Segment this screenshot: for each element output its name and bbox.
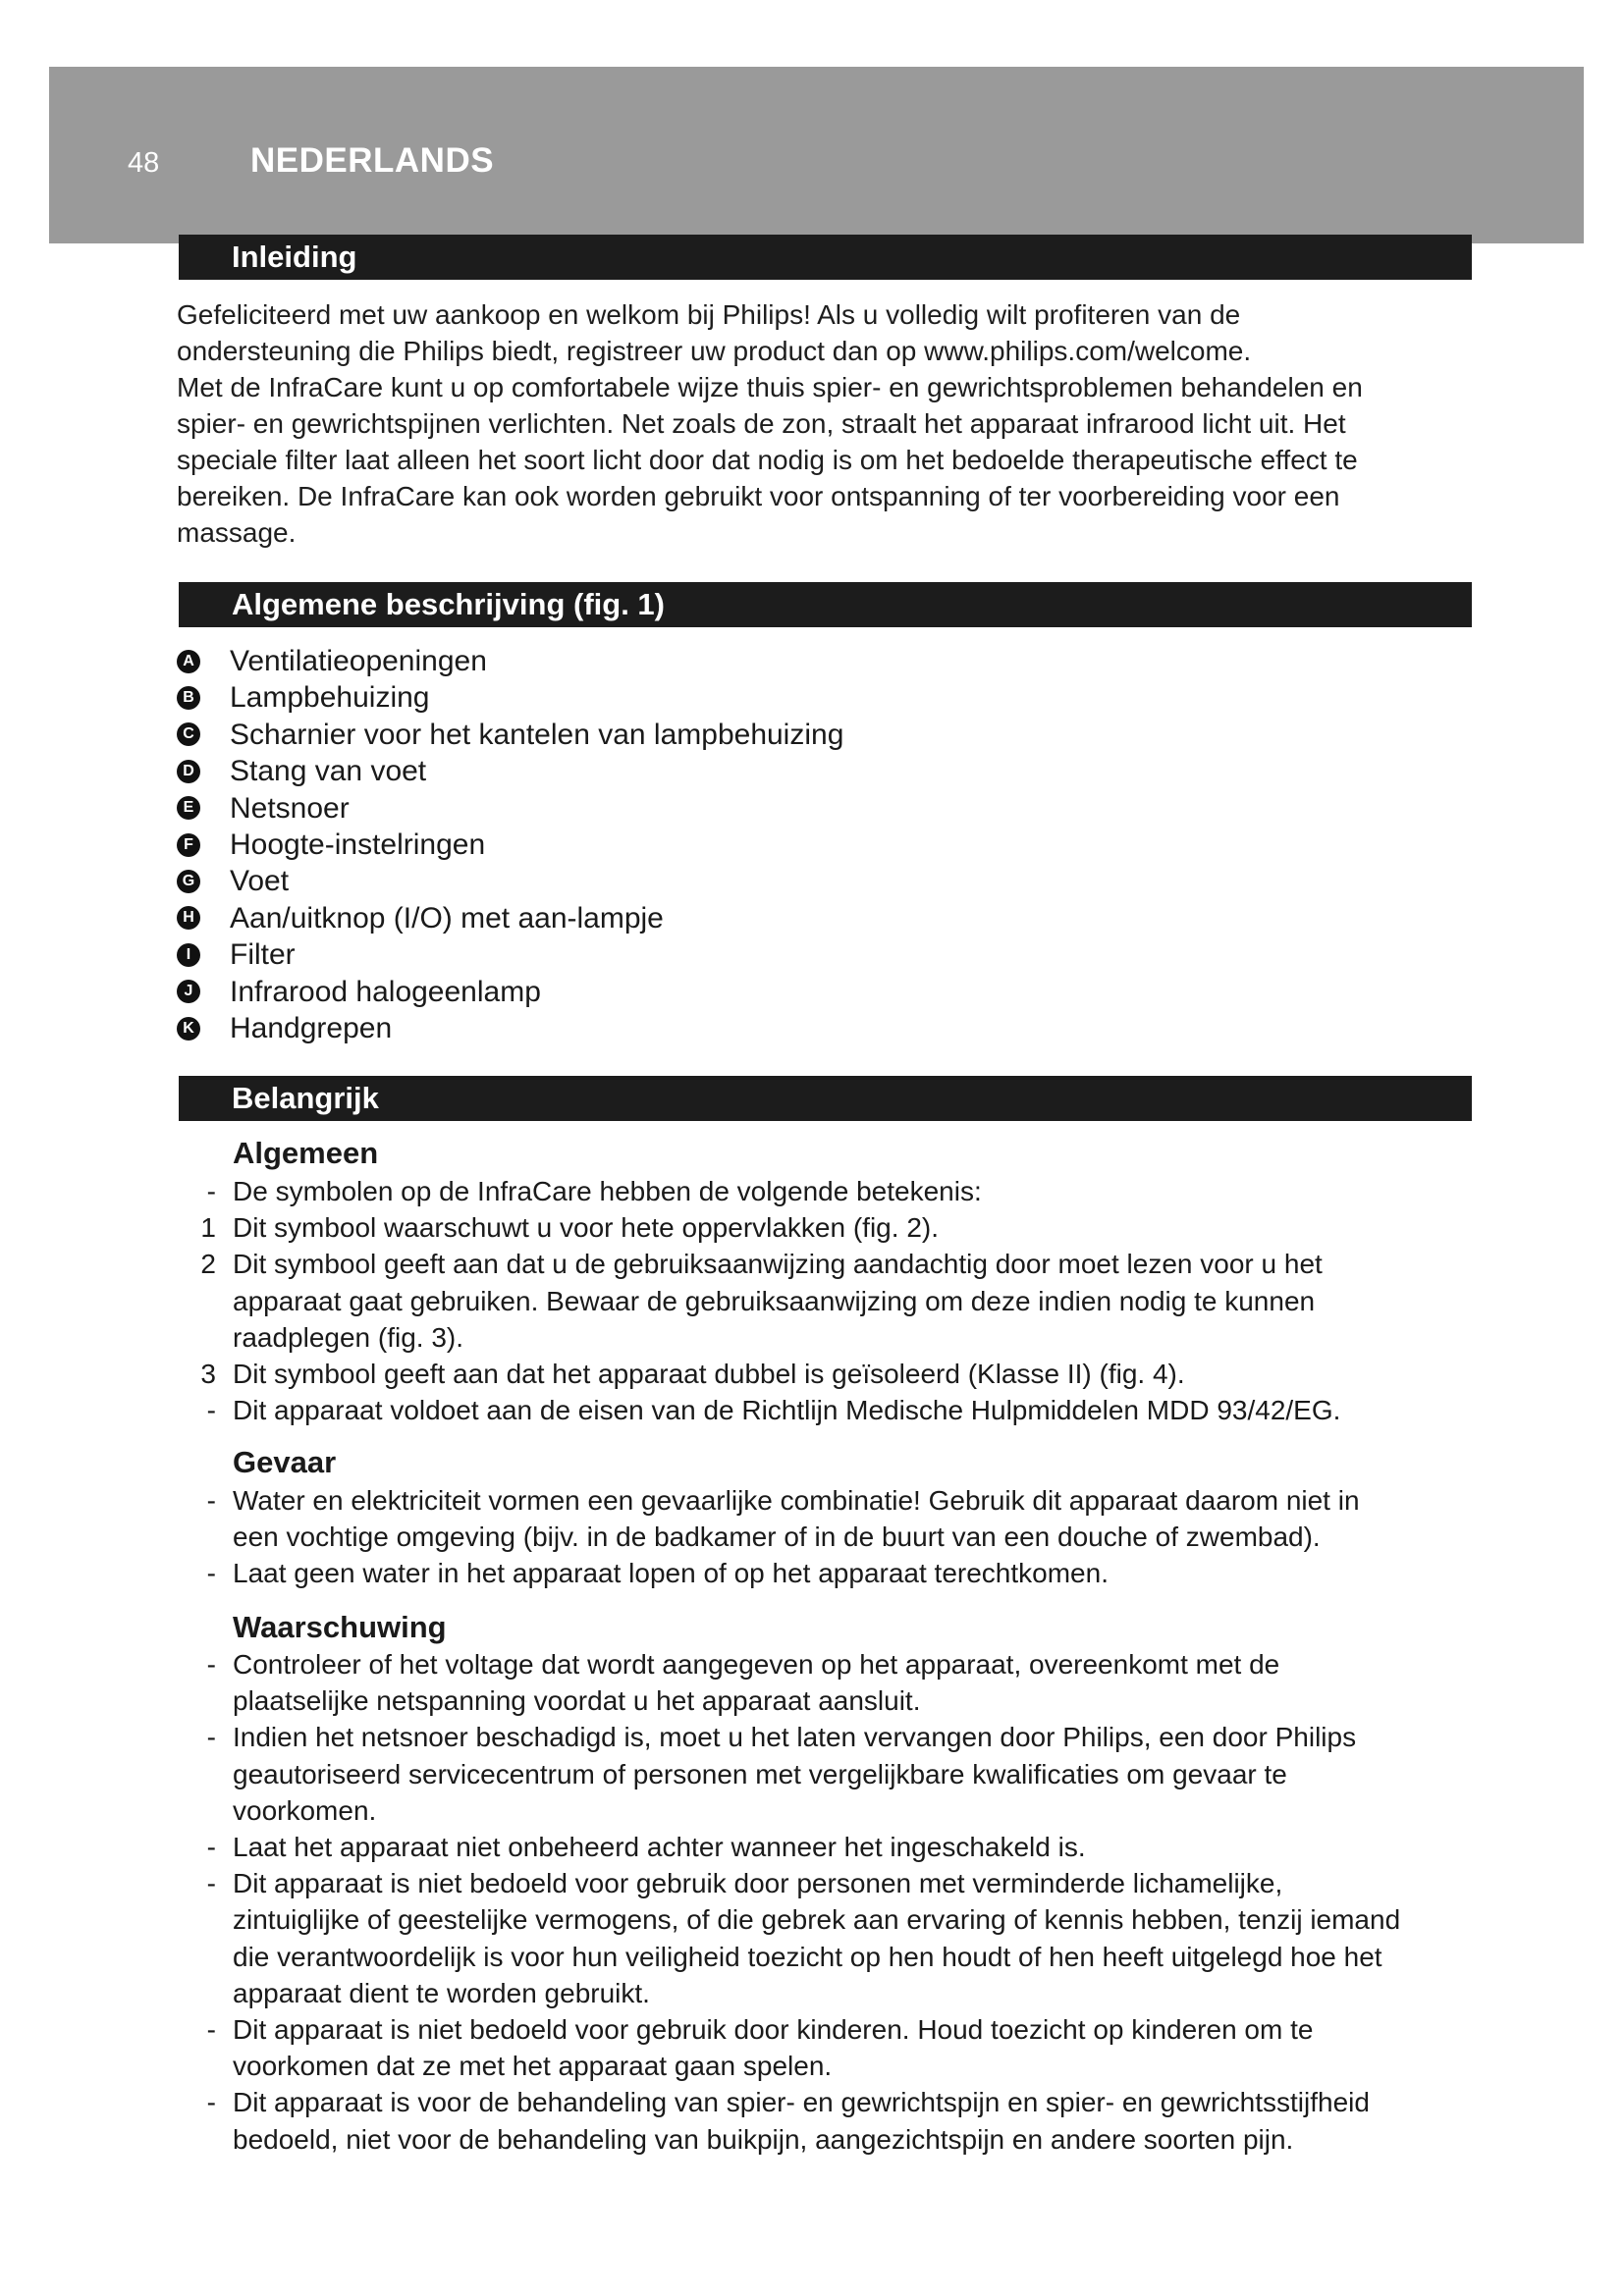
list-item: [177, 974, 1453, 1010]
language-title: NEDERLANDS: [250, 141, 495, 180]
item-line: De symbolen op de InfraCare hebben de volgende betekenis:: [233, 1176, 982, 1206]
item-line: bedoeld, niet voor de behandeling van buikpijn, aangezichtspijn en andere soorten pijn.: [233, 2123, 1294, 2155]
list-item: [177, 1010, 1453, 1046]
list-item: [177, 900, 1453, 936]
letter-badge: B: [177, 686, 200, 710]
item-marker: -: [206, 1485, 216, 1516]
item-line: Dit apparaat voldoet aan de eisen van de Richtlijn Medische Hulpmiddelen MDD 93/42/EG.: [233, 1395, 1341, 1426]
subheading-warning: Waarschuwing: [233, 1610, 447, 1644]
intro-line: Gefeliciteerd met uw aankoop en welkom bij Philips! Als u volledig wilt profiteren van de: [177, 299, 1241, 330]
list-item: [177, 1719, 1492, 1829]
item-line: Laat geen water in het apparaat lopen of op het apparaat terechtkomen.: [233, 1558, 1109, 1589]
list-item: [177, 1392, 1492, 1428]
item-line: Indien het netsnoer beschadigd is, moet u het laten vervangen door Philips, een door Philips: [233, 1722, 1357, 1753]
item-marker: -: [206, 1649, 216, 1680]
item-line: apparaat gaat gebruiken. Bewaar de gebruiksaanwijzing om deze indien nodig te kunnen: [233, 1285, 1316, 1316]
item-line: Dit symbool geeft aan dat het apparaat dubbel is geïsoleerd (Klasse II) (fig. 4).: [233, 1359, 1185, 1390]
intro-line: ondersteuning die Philips biedt, registreer uw product dan op www.philips.com/welcome.: [177, 336, 1252, 366]
part-label: Aan/uitknop (I/O) met aan-lampje: [230, 901, 664, 934]
item-marker: 3: [200, 1359, 216, 1390]
list-item: [177, 1555, 1492, 1591]
list-item: [177, 679, 1453, 716]
list-item: [177, 790, 1453, 827]
section-title-intro: Inleiding: [179, 235, 1472, 280]
part-label: Filter: [230, 938, 296, 972]
part-label: Scharnier voor het kantelen van lampbehuizing: [230, 718, 844, 751]
general-list: [177, 1173, 1492, 1428]
item-line: voorkomen.: [233, 1794, 377, 1826]
item-line: geautoriseerd servicecentrum of personen met vergelijkbare kwalificaties om gevaar te: [233, 1758, 1287, 1789]
letter-badge: D: [177, 760, 200, 783]
item-line: zintuiglijke of geestelijke vermogens, of die gebrek aan ervaring of kennis hebben, tenzij iemand: [233, 1904, 1401, 1936]
part-label: Handgrepen: [230, 1011, 393, 1044]
item-line: voorkomen dat ze met het apparaat gaan spelen.: [233, 2051, 833, 2082]
list-item: [177, 827, 1453, 863]
list-item: [177, 936, 1453, 973]
intro-line: massage.: [177, 517, 297, 548]
list-item: [177, 863, 1453, 899]
item-marker: -: [206, 1176, 216, 1206]
item-marker: 1: [200, 1212, 216, 1244]
subheading-danger: Gevaar: [233, 1445, 337, 1479]
part-label: Ventilatieopeningen: [230, 645, 487, 677]
list-item: [177, 1865, 1492, 2011]
part-label: Lampbehuizing: [230, 681, 430, 715]
list-item: [177, 1829, 1492, 1865]
list-item: [177, 753, 1453, 789]
item-marker: -: [206, 2087, 216, 2118]
list-item: [177, 1482, 1492, 1555]
item-marker: 2: [200, 1249, 216, 1280]
list-item: [177, 643, 1453, 679]
section-title-important: Belangrijk: [179, 1076, 1472, 1121]
item-line: Laat het apparaat niet onbeheerd achter wanneer het ingeschakeld is.: [233, 1832, 1086, 1863]
danger-list: [177, 1482, 1492, 1592]
part-label: Stang van voet: [230, 755, 427, 788]
item-line: Dit apparaat is voor de behandeling van spier- en gewrichtspijn en spier- en gewrichtsstijfheid: [233, 2087, 1370, 2118]
intro-text: [177, 296, 1483, 551]
letter-badge: E: [177, 796, 200, 820]
item-line: Controleer of het voltage dat wordt aangegeven op het apparaat, overeenkomt met de: [233, 1649, 1280, 1680]
part-label: Voet: [230, 865, 290, 898]
list-item: [177, 1356, 1492, 1392]
list-item: [177, 1173, 1492, 1209]
letter-badge: I: [177, 943, 200, 967]
list-item: [177, 1246, 1492, 1356]
letter-badge: A: [177, 650, 200, 673]
item-marker: -: [206, 1395, 216, 1426]
item-line: plaatselijke netspanning voordat u het apparaat aansluit.: [233, 1685, 921, 1717]
item-line: Dit apparaat is niet bedoeld voor gebruik door kinderen. Houd toezicht op kinderen om te: [233, 2014, 1314, 2046]
item-marker: -: [206, 1868, 216, 1899]
list-item: [177, 1209, 1492, 1246]
item-line: Dit apparaat is niet bedoeld voor gebruik door personen met verminderde lichamelijke,: [233, 1868, 1283, 1899]
item-line: een vochtige omgeving (bijv. in de badkamer of in de buurt van een douche of zwembad).: [233, 1522, 1321, 1553]
warning-list: [177, 1646, 1492, 2158]
part-label: Infrarood halogeenlamp: [230, 975, 541, 1008]
part-label: Netsnoer: [230, 791, 350, 825]
part-label: Hoogte-instelringen: [230, 828, 486, 861]
letter-badge: J: [177, 980, 200, 1003]
list-item: [177, 717, 1453, 753]
letter-badge: H: [177, 906, 200, 930]
intro-line: speciale filter laat alleen het soort licht door dat nodig is om het bedoelde therapeutische effect te: [177, 445, 1358, 475]
list-item: [177, 2084, 1492, 2157]
item-line: apparaat dient te worden gebruikt.: [233, 1977, 650, 2008]
list-item: [177, 1646, 1492, 1719]
item-line: Water en elektriciteit vormen een gevaarlijke combinatie! Gebruik dit apparaat daarom niet in: [233, 1485, 1360, 1516]
intro-line: bereiken. De InfraCare kan ook worden gebruikt voor ontspanning of ter voorbereiding voor een: [177, 481, 1340, 511]
letter-badge: G: [177, 870, 200, 893]
item-line: Dit symbool waarschuwt u voor hete oppervlakken (fig. 2).: [233, 1212, 939, 1244]
subheading-general: Algemeen: [233, 1136, 379, 1170]
list-item: [177, 2011, 1492, 2084]
page-number: 48: [128, 147, 160, 179]
intro-line: Met de InfraCare kunt u op comfortabele wijze thuis spier- en gewrichtsproblemen behandelen en: [177, 372, 1363, 402]
item-line: Dit symbool geeft aan dat u de gebruiksaanwijzing aandachtig door moet lezen voor u het: [233, 1249, 1323, 1280]
parts-list: [177, 643, 1453, 1046]
item-marker: -: [206, 1722, 216, 1753]
letter-badge: C: [177, 722, 200, 746]
letter-badge: F: [177, 833, 200, 857]
item-line: die verantwoordelijk is voor hun veiligheid toezicht op hen houdt of hen heeft uitgelegd hoe het: [233, 1941, 1382, 1972]
intro-line: spier- en gewrichtspijnen verlichten. Net zoals de zon, straalt het apparaat infrarood licht uit. Het: [177, 408, 1346, 439]
item-marker: -: [206, 1832, 216, 1863]
letter-badge: K: [177, 1017, 200, 1041]
item-marker: -: [206, 2014, 216, 2046]
section-title-description: Algemene beschrijving (fig. 1): [179, 582, 1472, 627]
item-marker: -: [206, 1558, 216, 1589]
item-line: raadplegen (fig. 3).: [233, 1321, 464, 1353]
